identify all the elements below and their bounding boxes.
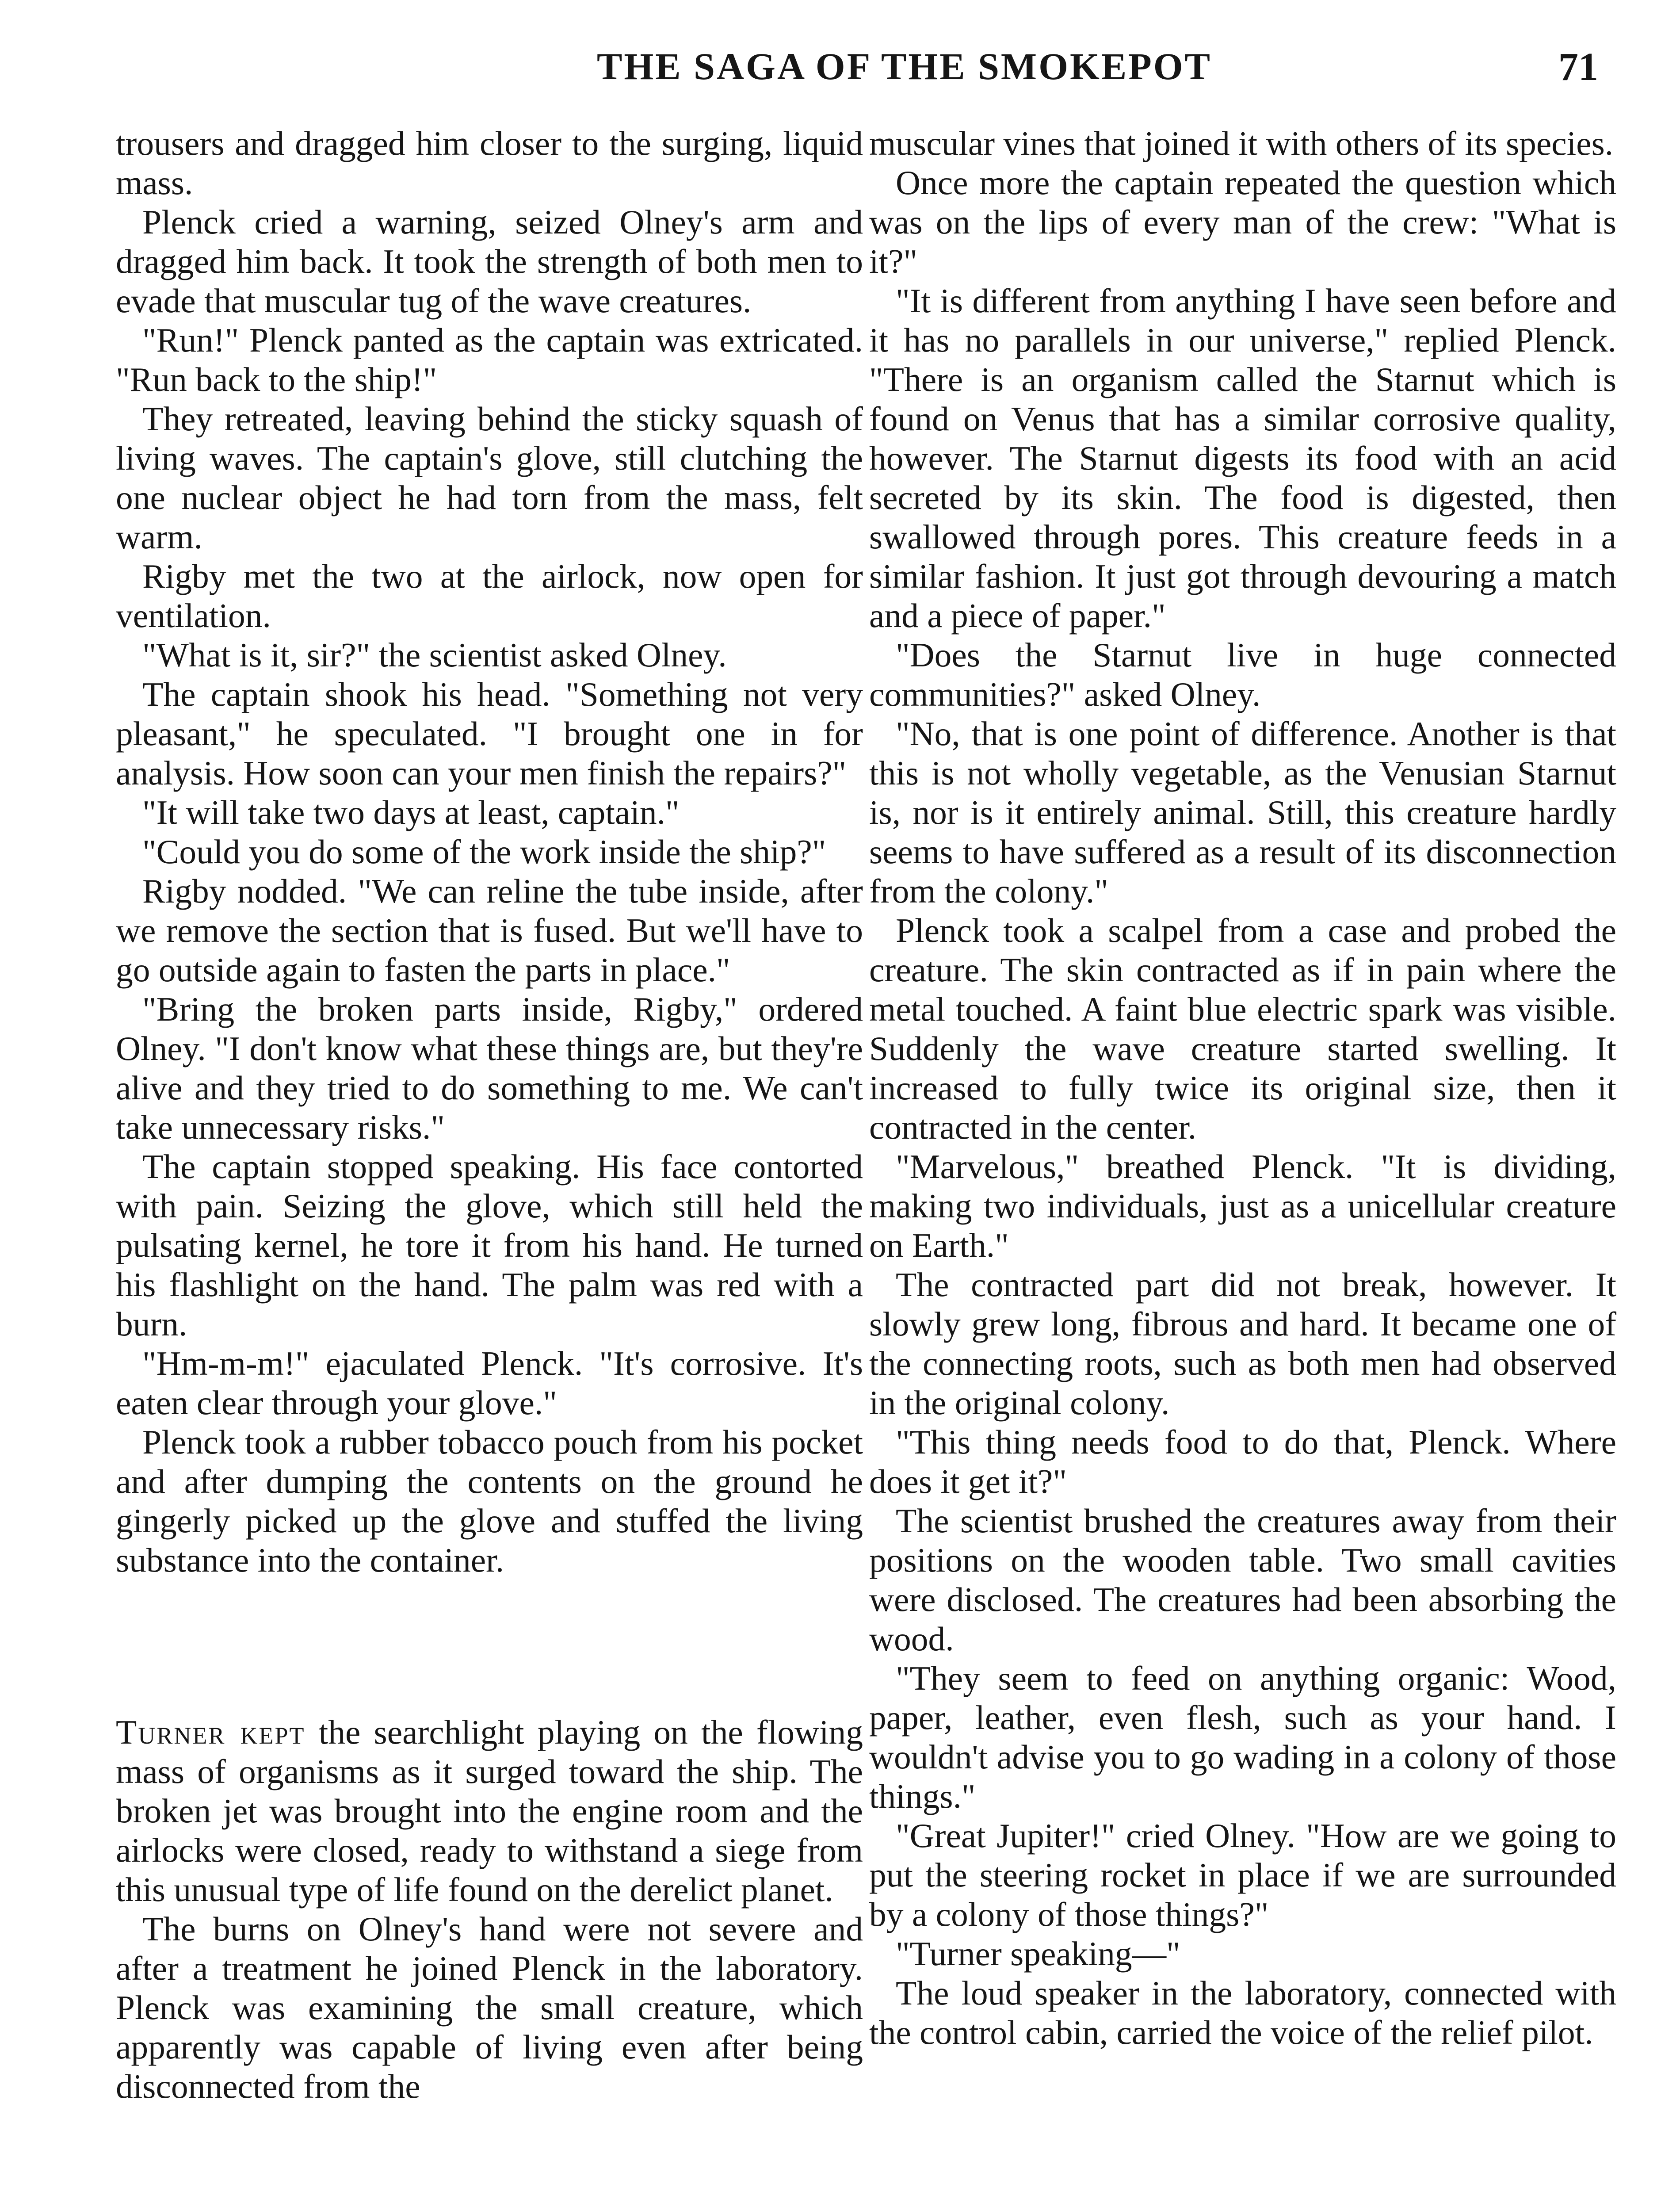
- paragraph: Rigby met the two at the airlock, now open for ventilation.: [116, 557, 863, 635]
- paragraph: "Great Jupiter!" cried Olney. "How are we going to put the steering rocket in place if we are surrounded by a colony of those things?": [869, 1817, 1616, 1933]
- paragraph: "Hm-m-m!" ejaculated Plenck. "It's corrosive. It's eaten clear through your glove.": [116, 1344, 863, 1422]
- paragraph: "It will take two days at least, captain.": [142, 793, 680, 831]
- paragraph: They retreated, leaving behind the sticky squash of living waves. The captain's glove, still clutching the one nuclear object he had torn from the mass, felt warm.: [116, 400, 863, 556]
- paragraph: The burns on Olney's hand were not severe and after a treatment he joined Plenck in the laboratory. Plenck was examining the small creature, which apparently was capable of living even after being disconnected from the: [116, 1910, 863, 2105]
- page-number: 71: [1558, 45, 1598, 89]
- right-column: [869, 124, 1616, 2052]
- left-column: [116, 124, 863, 2106]
- paragraph: Plenck took a scalpel from a case and probed the creature. The skin contracted as if in pain where the metal touched. A faint blue electric spark was visible. Suddenly the wave creature started swelling. It increased to fully twice its original size, then it contracted in the center.: [869, 911, 1616, 1146]
- paragraph: Rigby nodded. "We can reline the tube inside, after we remove the section that is fused. But we'll have to go outside again to fasten the parts in place.": [116, 872, 863, 989]
- paragraph: Plenck took a rubber tobacco pouch from his pocket and after dumping the contents on the ground he gingerly picked up the glove and stuffed the living substance into the container.: [116, 1423, 863, 1579]
- paragraph: The loud speaker in the laboratory, connected with the control cabin, carried the voice of the relief pilot.: [869, 1974, 1616, 2051]
- paragraph: "Could you do some of the work inside the ship?": [142, 833, 826, 871]
- paragraph-text: the searchlight playing on the flowing mass of organisms as it surged toward the ship. The broken jet was brought into the engine room and the airlocks were closed, ready to withstand a siege from this unusual type of life found on the derelict planet.: [116, 1713, 863, 1909]
- paragraph: Once more the captain repeated the question which was on the lips of every man of the crew: "What is it?": [869, 164, 1616, 280]
- paragraph: trousers and dragged him closer to the surging, liquid mass.: [116, 124, 863, 202]
- section-break: [116, 1580, 863, 1713]
- paragraph: The captain stopped speaking. His face contorted with pain. Seizing the glove, which still held the pulsating kernel, he tore it from his hand. He turned his flashlight on the hand. The palm was red with a burn.: [116, 1148, 863, 1343]
- paragraph: The scientist brushed the creatures away from their positions on the wooden table. Two small cavities were disclosed. The creatures had been absorbing the wood.: [869, 1502, 1616, 1658]
- paragraph: "No, that is one point of difference. Another is that this is not wholly vegetable, as the Venusian Starnut is, nor is it entirely animal. Still, this creature hardly seems to have suffered as a result of its disconnection from the colony.": [869, 715, 1616, 910]
- paragraph: "Bring the broken parts inside, Rigby," ordered Olney. "I don't know what these things are, but they're alive and they tried to do something to me. We can't take unnecessary risks.": [116, 990, 863, 1146]
- section-lead-in: Turner kept: [116, 1713, 305, 1751]
- paragraph: "It is different from anything I have seen before and it has no parallels in our universe," replied Plenck. "There is an organism called the Starnut which is found on Venus that has a similar corrosive quality, however. The Starnut digests its food with an acid secreted by its skin. The food is digested, then swallowed through pores. This creature feeds in a similar fashion. It just got through devouring a match and a piece of paper.": [869, 282, 1616, 635]
- paragraph: Plenck cried a warning, seized Olney's arm and dragged him back. It took the strength of both men to evade that muscular tug of the wave creatures.: [116, 203, 863, 320]
- paragraph: "What is it, sir?" the scientist asked Olney.: [142, 636, 727, 674]
- paragraph: "Marvelous," breathed Plenck. "It is dividing, making two individuals, just as a unicellular creature on Earth.": [869, 1148, 1616, 1264]
- paragraph: "This thing needs food to do that, Plenck. Where does it get it?": [869, 1423, 1616, 1500]
- paragraph: "Turner speaking—": [896, 1935, 1180, 1973]
- paragraph: "Run!" Plenck panted as the captain was extricated. "Run back to the ship!": [116, 321, 863, 398]
- paragraph: [116, 1713, 863, 1909]
- paragraph: The captain shook his head. "Something not very pleasant," he speculated. "I brought one in for analysis. How soon can your men finish the repairs?": [116, 675, 863, 792]
- running-title: THE SAGA OF THE SMOKEPOT: [597, 45, 1212, 88]
- paragraph: "They seem to feed on anything organic: Wood, paper, leather, even flesh, such as your hand. I wouldn't advise you to go wading in a colony of those things.": [869, 1659, 1616, 1815]
- paragraph: "Does the Starnut live in huge connected communities?" asked Olney.: [869, 636, 1616, 713]
- paragraph: The contracted part did not break, however. It slowly grew long, fibrous and hard. It became one of the connecting roots, such as both men had observed in the original colony.: [869, 1266, 1616, 1422]
- page-header: [0, 37, 1680, 103]
- paragraph: muscular vines that joined it with others of its species.: [869, 124, 1614, 162]
